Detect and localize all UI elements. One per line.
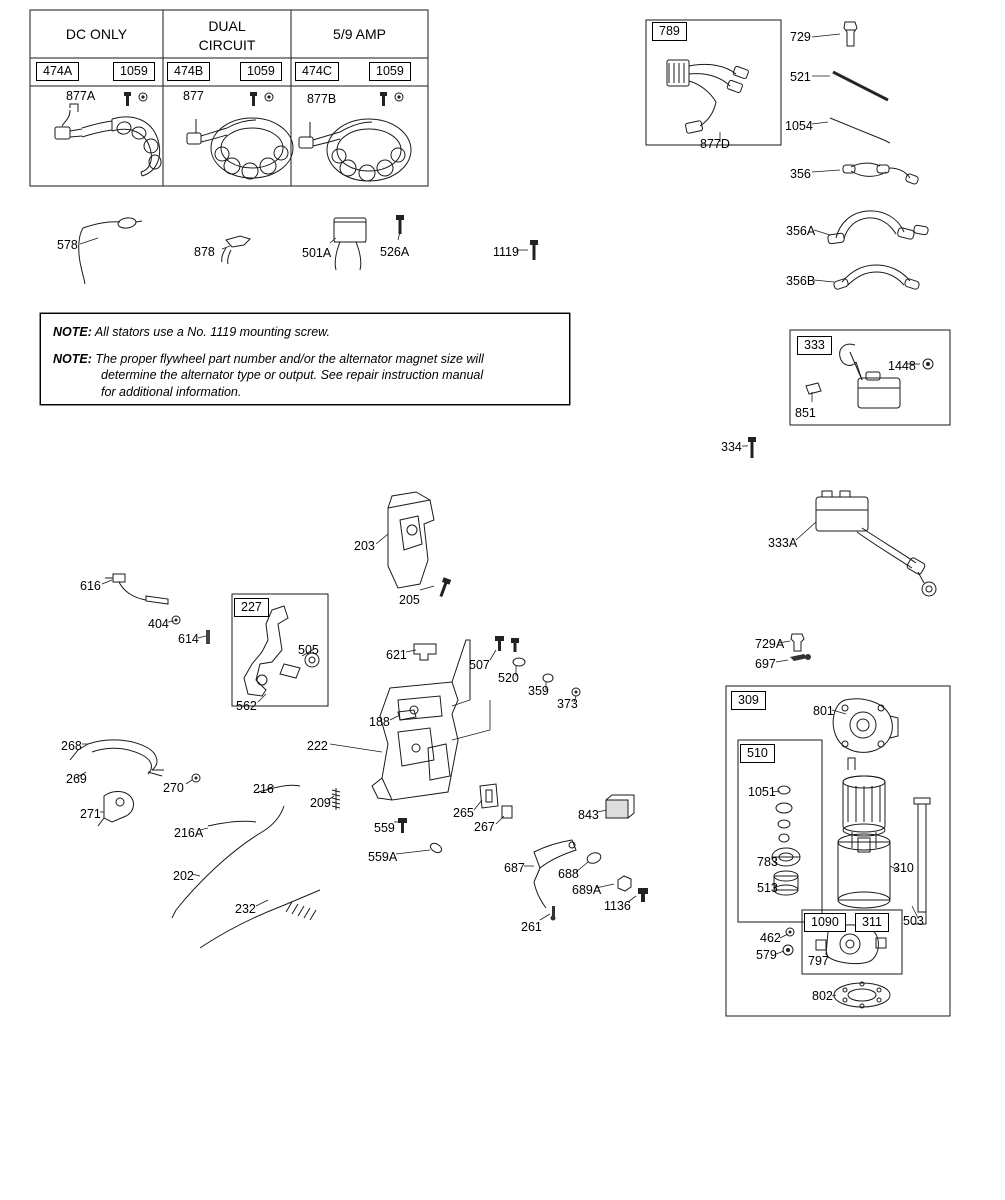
callout-729: 729: [790, 30, 811, 44]
callout-877b: 877B: [307, 92, 337, 106]
note-box: [40, 313, 570, 405]
callout-205: 205: [399, 593, 420, 607]
table-header-dual-circuit: [163, 18, 291, 53]
callout-616: 616: [80, 579, 101, 593]
header-text: 5/9 AMP: [333, 26, 386, 42]
callout-261: 261: [521, 920, 542, 934]
callout-503: 503: [903, 914, 924, 928]
note-2-line3: for additional information.: [101, 384, 242, 399]
callout-333a: 333A: [768, 536, 798, 550]
callout-559: 559: [374, 821, 395, 835]
callout-270: 270: [163, 781, 184, 795]
note-2-line2: determine the alternator type or output. See repair instruction manual: [101, 368, 484, 382]
callout-1054: 1054: [785, 119, 813, 133]
callout-202: 202: [173, 869, 194, 883]
callout-462: 462: [760, 931, 781, 945]
callout-356b: 356B: [786, 274, 816, 288]
callout-687: 687: [504, 861, 525, 875]
callout-209: 209: [310, 796, 331, 810]
note-2-text: The proper flywheel part number and/or the alternator magnet size will: [95, 351, 484, 366]
callout-265: 265: [453, 806, 474, 820]
callout-232: 232: [235, 902, 256, 916]
table-header-dc-only: [30, 26, 163, 42]
callout-1090: 1090: [804, 913, 846, 932]
callout-789: 789: [652, 22, 687, 41]
callout-783: 783: [757, 855, 778, 869]
header-text-line1: DUAL: [208, 18, 246, 34]
callout-1119: 1119: [493, 245, 519, 259]
callout-404: 404: [148, 617, 169, 631]
header-text-line2: CIRCUIT: [198, 37, 256, 53]
callout-801: 801: [813, 704, 834, 718]
callout-188: 188: [369, 715, 390, 729]
callout-689a: 689A: [572, 883, 602, 897]
callout-373: 373: [557, 697, 578, 711]
callout-579: 579: [756, 948, 777, 962]
callout-621: 621: [386, 648, 407, 662]
callout-222: 222: [307, 739, 328, 753]
callout-1051: 1051: [748, 785, 776, 799]
callout-227: 227: [234, 598, 269, 617]
callout-614: 614: [178, 632, 199, 646]
callout-878: 878: [194, 245, 215, 259]
note-1: [53, 324, 557, 341]
callout-1059-b: 1059: [240, 62, 282, 81]
callout-1448: 1448: [888, 359, 916, 373]
callout-1059-a: 1059: [113, 62, 155, 81]
callout-729a: 729A: [755, 637, 785, 651]
note-2: [53, 351, 557, 368]
callout-310: 310: [893, 861, 914, 875]
note-1-label: NOTE:: [53, 325, 92, 339]
callout-1136: 1136: [604, 899, 631, 913]
callout-802: 802: [812, 989, 833, 1003]
callout-851: 851: [795, 406, 816, 420]
callout-474a: 474A: [36, 62, 79, 81]
callout-501a: 501A: [302, 246, 332, 260]
callout-877: 877: [183, 89, 204, 103]
callout-521: 521: [790, 70, 811, 84]
callout-843: 843: [578, 808, 599, 822]
callout-562: 562: [236, 699, 257, 713]
callout-474b: 474B: [167, 62, 210, 81]
callout-510: 510: [740, 744, 775, 763]
callout-216a: 216A: [174, 826, 204, 840]
callout-311: 311: [855, 913, 889, 932]
callout-356a: 356A: [786, 224, 816, 238]
note-1-text: All stators use a No. 1119 mounting screw.: [94, 325, 330, 339]
callout-269: 269: [66, 772, 87, 786]
callout-526a: 526A: [380, 245, 410, 259]
callout-578: 578: [57, 238, 78, 252]
callout-359: 359: [528, 684, 549, 698]
callout-505: 505: [298, 643, 319, 657]
callout-271: 271: [80, 807, 101, 821]
callout-520: 520: [498, 671, 519, 685]
callout-877d: 877D: [700, 137, 730, 151]
callout-1059-c: 1059: [369, 62, 411, 81]
callout-267: 267: [474, 820, 495, 834]
note-2-label: NOTE:: [53, 351, 92, 366]
callout-203: 203: [354, 539, 375, 553]
callout-474c: 474C: [295, 62, 339, 81]
callout-507: 507: [469, 658, 490, 672]
callout-688: 688: [558, 867, 579, 881]
callout-216: 216: [253, 782, 274, 796]
callout-877a: 877A: [66, 89, 96, 103]
callout-513: 513: [757, 881, 778, 895]
callout-268: 268: [61, 739, 82, 753]
callout-309: 309: [731, 691, 766, 710]
callout-334: 334: [721, 440, 742, 454]
callout-333: 333: [797, 336, 832, 355]
callout-559a: 559A: [368, 850, 398, 864]
callout-356: 356: [790, 167, 811, 181]
table-header-5-9-amp: [291, 26, 428, 42]
callout-697: 697: [755, 657, 776, 671]
header-text: DC ONLY: [65, 26, 128, 42]
callout-797: 797: [808, 954, 829, 968]
